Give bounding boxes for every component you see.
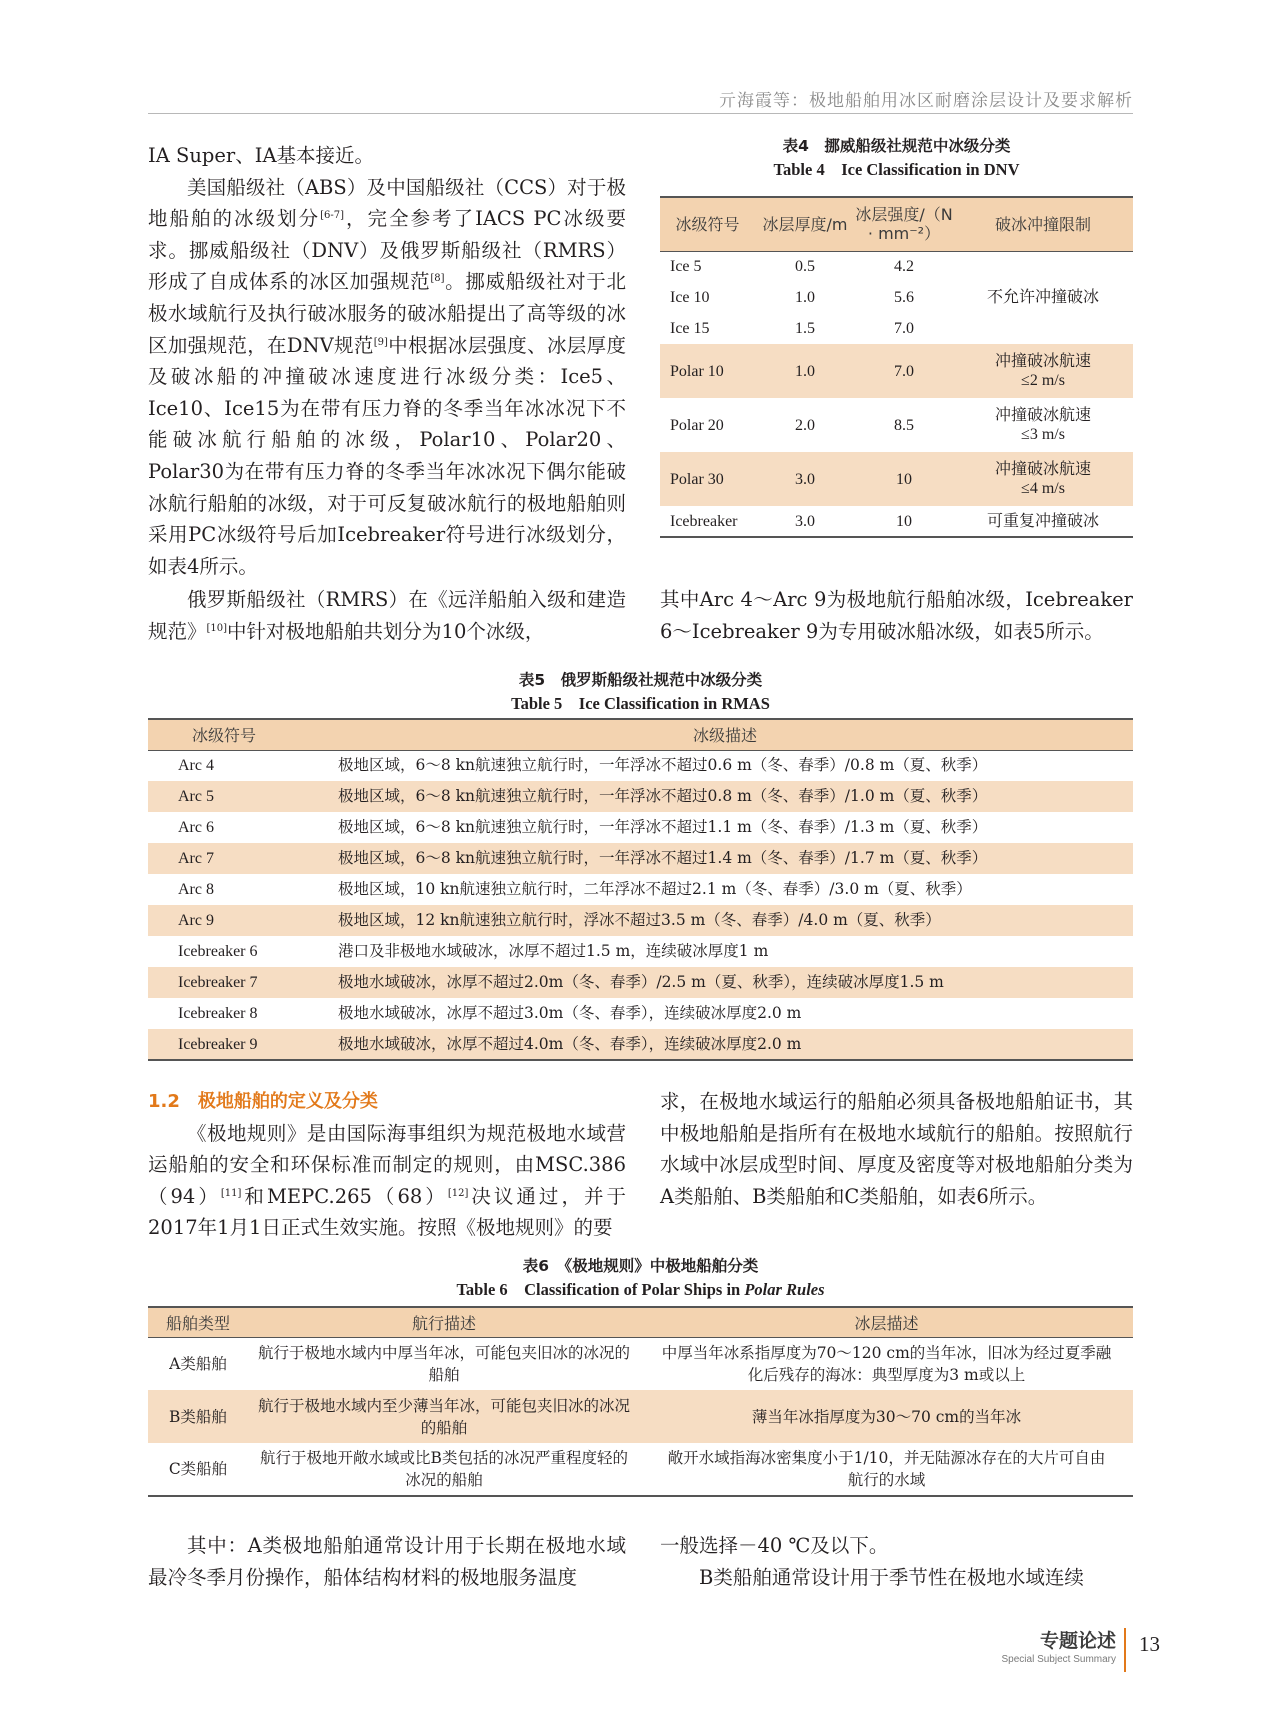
table4-caption [660, 134, 1133, 182]
paragraph: 俄罗斯船级社（RMRS）在《远洋船舶入级和建造规范》[10]中针对极地船舶共划分为10个冰级， [148, 588, 626, 643]
table-cell: 极地区域，6～8 kn航速独立航行时，一年浮冰不超过0.6 m（冬、春季）/0.8 m（夏、秋季） [338, 756, 988, 775]
table-header-cell: 航行描述 [248, 1307, 640, 1337]
table-cell: C类船舶 [148, 1443, 248, 1496]
table6-caption-zh: 表6 《极地规则》中极地船舶分类 [522, 1257, 759, 1275]
table-row [660, 398, 1133, 452]
table-row [148, 967, 1133, 998]
left-column-bottom [148, 1530, 626, 1593]
table-header-cell: 破冰冲撞限制 [953, 197, 1133, 251]
table-cell: 5.6 [894, 289, 914, 306]
table5-caption-zh: 表5 俄罗斯船级社规范中冰级分类 [518, 671, 763, 689]
paragraph: IA Super、IA基本接近。 [148, 144, 375, 167]
table-cell: 10 [855, 452, 953, 506]
table-cell: A类船舶 [169, 1354, 227, 1373]
table-header-row [148, 719, 1133, 750]
table-header-cell: 冰层厚度/m [755, 197, 855, 251]
table-cell: Polar 30 [660, 452, 755, 506]
left-column-section [148, 1086, 626, 1244]
table-row [660, 452, 1133, 506]
table-header-cell: 冰层强度/（N · mm⁻²） [855, 197, 953, 251]
citation: [6-7] [320, 210, 345, 222]
paragraph: 一般选择－40 ℃及以下。 [660, 1534, 889, 1557]
left-column-top [148, 140, 626, 648]
table4-caption-zh: 表4 挪威船级社规范中冰级分类 [782, 137, 1011, 155]
table-header-cell: 冰级符号 [148, 719, 338, 750]
table6-caption [148, 1254, 1133, 1302]
table6-caption-en: Table 6 Classification of Polar Ships in Polar Rules [456, 1280, 825, 1299]
table-cell: 10 [855, 506, 953, 537]
table-cell: 1.0 [755, 344, 855, 398]
table-cell: 8.5 [894, 416, 914, 434]
table-row [148, 1390, 1133, 1443]
table-cell: 航行于极地水域内中厚当年冰，可能包夹旧冰的冰况的船舶 [258, 1343, 631, 1384]
table-cell: 冲撞破冰航速≤2 m/s [953, 344, 1133, 398]
table-header-cell: 冰级符号 [660, 197, 755, 251]
table-row [660, 251, 1133, 282]
table-cell: B类船舶 [148, 1390, 248, 1443]
table6 [148, 1306, 1133, 1497]
citation: [9] [373, 336, 388, 348]
table-header-cell: 冰层描述 [640, 1307, 1133, 1337]
paragraph: 《极地规则》是由国际海事组织为规范极地水域营运船舶的安全和环保标准而制定的规则，由MSC.386（94）[11]和MEPC.265（68）[12]决议通过，并于2017年1月1日正式生效实施。按照《极地规则》的要 [148, 1121, 626, 1240]
citation: [8] [430, 273, 445, 285]
table-row [148, 905, 1133, 936]
table-cell: 不允许冲撞破冰 [986, 289, 1099, 307]
table-cell: 极地区域，6～8 kn航速独立航行时，一年浮冰不超过1.1 m（冬、春季）/1.3 m（夏、秋季） [338, 818, 988, 836]
table-cell: 中厚当年冰系指厚度为70～120 cm的当年冰，旧冰为经过夏季融化后残存的海冰：典型厚度为3 m或以上 [661, 1343, 1112, 1384]
table-cell: 薄当年冰指厚度为30～70 cm的当年冰 [640, 1390, 1133, 1443]
table-cell: Arc 5 [148, 781, 338, 812]
table-cell: 极地区域，10 kn航速独立航行时，二年浮冰不超过2.1 m（冬、春季）/3.0 m（夏、秋季） [338, 880, 972, 898]
table-cell: 极地区域，6～8 kn航速独立航行时，一年浮冰不超过1.4 m（冬、春季）/1.7 m（夏、秋季） [338, 843, 1133, 874]
table-header-cell: 船舶类型 [148, 1307, 248, 1337]
right-column-bottom [660, 1530, 1133, 1593]
table-cell: 极地水域破冰，冰厚不超过3.0m（冬、春季），连续破冰厚度2.0 m [338, 1004, 802, 1022]
table-cell: Icebreaker [660, 506, 755, 537]
table-cell: Icebreaker 8 [178, 1005, 258, 1022]
table-cell: Ice 10 [670, 289, 710, 306]
right-column-section [660, 1086, 1133, 1212]
table-row [148, 998, 1133, 1029]
table-cell: 3.0 [755, 506, 855, 537]
table-cell: 极地区域，6～8 kn航速独立航行时，一年浮冰不超过0.8 m（冬、春季）/1.0 m（夏、秋季） [338, 781, 1133, 812]
table5-caption [148, 668, 1133, 716]
table-cell: 港口及非极地水域破冰，冰厚不超过1.5 m，连续破冰厚度1 m [338, 942, 769, 960]
table-header-row [660, 197, 1133, 251]
footer-section-subtitle: Special Subject Summary [1001, 1654, 1116, 1665]
table-cell: 可重复冲撞破冰 [953, 506, 1133, 537]
table-cell: 4.2 [894, 258, 914, 276]
paragraph: 其中Arc 4～Arc 9为极地航行船舶冰级，Icebreaker 6～Icebreaker 9为专用破冰船冰级，如表5所示。 [660, 588, 1133, 643]
table-header-row [148, 1307, 1133, 1337]
table-row [148, 1443, 1133, 1496]
table-cell: Arc 8 [178, 881, 214, 898]
table-row [148, 874, 1133, 905]
table-cell: 航行于极地水域内至少薄当年冰，可能包夹旧冰的冰况的船舶 [248, 1390, 640, 1443]
table-row [660, 344, 1133, 398]
footer-section-title: 专题论述 [1039, 1630, 1116, 1652]
table-header-cell: 冰级描述 [338, 719, 1133, 750]
table-row [148, 843, 1133, 874]
table-cell: 航行于极地开敞水域或比B类包括的冰况严重程度轻的冰况的船舶 [248, 1443, 640, 1496]
table4-caption-en: Table 4 Ice Classification in DNV [773, 160, 1020, 179]
citation: [12] [447, 1187, 469, 1199]
table-cell: Icebreaker 7 [148, 967, 338, 998]
citation: [11] [220, 1187, 242, 1199]
table-cell: Icebreaker 9 [148, 1029, 338, 1060]
table-row [148, 781, 1133, 812]
paragraph: 美国船级社（ABS）及中国船级社（CCS）对于极地船舶的冰级划分[6-7]，完全参考了IACS PC冰级要求。挪威船级社（DNV）及俄罗斯船级社（RMRS）形成了自成体系的冰区加强规范[8]。挪威船级社对于北极水域航行及执行破冰服务的破冰船提出了高等级的冰区加强规范，在DNV规范[9]中根据冰层强度、冰层厚度及破冰船的冲撞破冰速度进行冰级分类：Ice5、Ice10、Ice15为在带有压力脊的冬季当年冰冰况下不能破冰航行船舶的冰级，Polar10、Polar20、Polar30为在带有压力脊的冬季当年冰冰况下偶尔能破冰航行船舶的冰级，对于可反复破冰航行的极地船舶则采用PC冰级符号后加Icebreaker符号进行冰级划分，如表4所示。 [148, 175, 627, 578]
table-cell: 3.0 [755, 452, 855, 506]
table-row [660, 506, 1133, 537]
table4 [660, 196, 1133, 538]
table5-caption-en: Table 5 Ice Classification in RMAS [511, 694, 770, 713]
paragraph: B类船舶通常设计用于季节性在极地水域连续 [699, 1565, 1084, 1589]
table-cell: 2.0 [795, 416, 815, 434]
right-column-top [660, 584, 1133, 647]
table-cell: Icebreaker 6 [178, 943, 258, 960]
running-header [148, 84, 1133, 114]
table-row [148, 750, 1133, 781]
paragraph: 求，在极地水域运行的船舶必须具备极地船舶证书，其中极地船舶是指所有在极地水域航行的船舶。按照航行水域中冰层成型时间、厚度及密度等对极地船舶分类为A类船舶、B类船舶和C类船舶，如表6所示。 [660, 1090, 1133, 1208]
table-cell: Arc 4 [178, 757, 214, 775]
paragraph: 其中：A类极地船舶通常设计用于长期在极地水域最冷冬季月份操作，船体结构材料的极地服务温度 [148, 1534, 626, 1589]
table-cell: 冲撞破冰航速≤4 m/s [953, 452, 1133, 506]
page-number: 13 [1139, 1632, 1160, 1656]
table-cell: 极地区域，12 kn航速独立航行时，浮冰不超过3.5 m（冬、春季）/4.0 m（夏、秋季） [338, 905, 1133, 936]
table-cell: 0.5 [795, 258, 815, 276]
table-cell: 极地水域破冰，冰厚不超过4.0m（冬、春季），连续破冰厚度2.0 m [338, 1029, 1133, 1060]
table-cell: 极地水域破冰，冰厚不超过2.0m（冬、春季）/2.5 m（夏、秋季），连续破冰厚度1.5 m [338, 967, 1133, 998]
table-cell: 7.0 [894, 320, 914, 337]
table-cell: Polar 20 [670, 416, 724, 434]
table-cell: 1.0 [795, 289, 815, 306]
table-row [148, 812, 1133, 843]
table-cell: Arc 7 [148, 843, 338, 874]
table-cell: Polar 10 [660, 344, 755, 398]
citation: [10] [206, 622, 228, 634]
table-row [148, 936, 1133, 967]
table-cell: Ice 15 [670, 320, 710, 337]
table-cell: Ice 5 [670, 258, 702, 276]
table-cell: Arc 9 [148, 905, 338, 936]
table-cell: 冲撞破冰航速≤3 m/s [994, 407, 1091, 443]
table5 [148, 718, 1133, 1061]
footer-divider [1124, 1628, 1126, 1672]
table-cell: Arc 6 [178, 819, 214, 836]
section-heading: 1.2 极地船舶的定义及分类 [148, 1091, 378, 1112]
header-title: 亓海霞等：极地船舶用冰区耐磨涂层设计及要求解析 [719, 91, 1133, 111]
table-cell: 7.0 [855, 344, 953, 398]
table-cell: 敞开水域指海冰密集度小于1/10，并无陆源冰存在的大片可自由航行的水域 [640, 1443, 1133, 1496]
table-cell: 1.5 [795, 320, 815, 337]
table-row [148, 1337, 1133, 1390]
table-row [148, 1029, 1133, 1060]
